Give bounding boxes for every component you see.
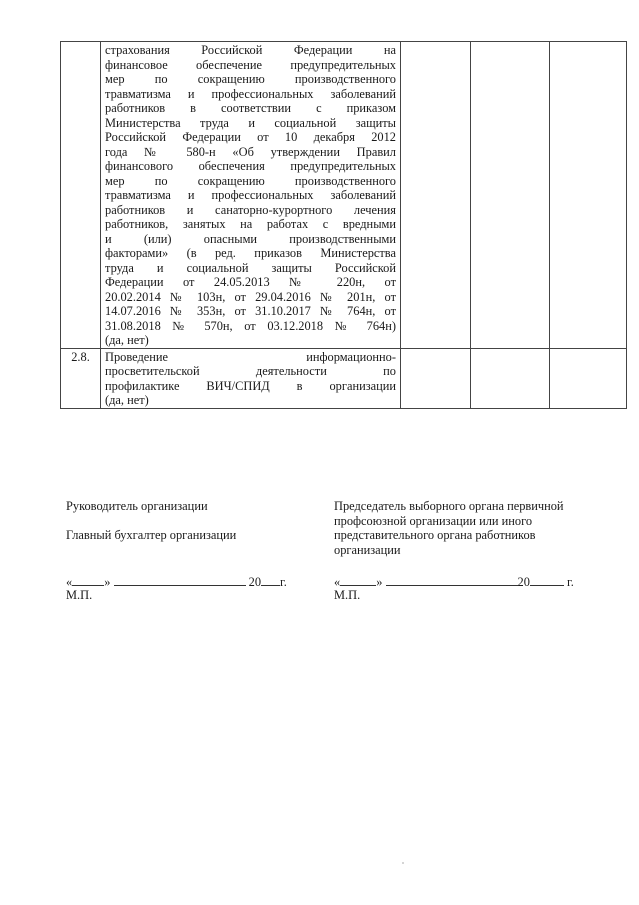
table-row [61,348,627,408]
value-cell[interactable] [550,348,627,408]
description-line: Проведение информационно- [105,349,396,364]
description-line: работников, занятых на работах с вредными [105,217,396,231]
stamp-right: М.П. [334,588,361,602]
year-suffix: г. [567,575,574,589]
value-cell[interactable] [401,42,471,349]
date-close-quote: » [376,575,383,589]
chair-signature-label: Председатель выборного органа первичной профсоюзной организации или иного представительного органа работников организации [334,499,564,557]
year-blank[interactable] [261,574,280,586]
day-blank[interactable] [72,574,104,586]
description-line: работников в соответствии с приказом [105,101,396,115]
description-line: и (или) опасными производственными [105,231,396,246]
year-blank[interactable] [530,574,564,586]
head-signature-label: Руководитель организации [66,499,208,513]
description-line: травматизма и профессиональных заболеваний [105,86,396,101]
date-open-quote: « [334,575,341,589]
date-open-quote: « [66,575,73,589]
description-line: мер по сокращению производственного [105,173,396,188]
month-blank[interactable] [386,574,518,586]
table-row [61,42,627,349]
description-line: (да, нет) [105,393,149,407]
accountant-signature-label: Главный бухгалтер организации [66,528,237,542]
description-line: Федерации от 24.05.2013 № 220н, от [105,275,396,289]
month-blank[interactable] [114,574,246,586]
description-line: Министерства труда и социальной защиты [105,115,396,130]
year-prefix: 20 [517,575,530,589]
description-line: года № 580-н «Об утверждении Правил [105,144,396,159]
description-line: 14.07.2016 № 353н, от 31.10.2017 № 764н, от [105,304,396,318]
description-line: труда и социальной защиты Российской [105,260,396,275]
description-line: Российской Федерации от 10 декабря 2012 [105,130,396,144]
description-line: (да, нет) [105,333,149,347]
description-line: финансовое обеспечение предупредительных [105,57,396,72]
value-cell[interactable] [471,348,550,408]
date-close-quote: » [104,575,111,589]
year-prefix: 20 [248,575,262,589]
description-line: травматизма и профессиональных заболеваний [105,188,396,202]
description-line: 20.02.2014 № 103н, от 29.04.2016 № 201н, от [105,289,396,304]
description-line: просветительской деятельности по [105,364,396,378]
description-line: профилактике ВИЧ/СПИД в организации [105,378,396,393]
description-line: мер по сокращению производственного [105,72,396,86]
date-line-left [66,574,287,590]
stamp-left: М.П. [66,588,93,602]
description-line: страхования Российской Федерации на [105,43,396,57]
description-line: факторами» (в ред. приказов Министерства [105,246,396,260]
row-description [101,42,401,349]
description-line: работников и санаторно-курортного лечения [105,202,396,217]
row-number [61,42,101,349]
day-blank[interactable] [340,574,376,586]
indicators-table [60,41,627,409]
value-cell[interactable] [550,42,627,349]
description-line: 31.08.2018 № 570н, от 03.12.2018 № 764н) [105,318,396,333]
scan-speck [402,862,404,864]
description-line: финансового обеспечения предупредительных [105,159,396,173]
row-description [101,348,401,408]
date-line-right [334,574,574,590]
row-number: 2.8. [61,348,101,408]
value-cell[interactable] [401,348,471,408]
value-cell[interactable] [471,42,550,349]
year-suffix: г. [280,575,287,589]
